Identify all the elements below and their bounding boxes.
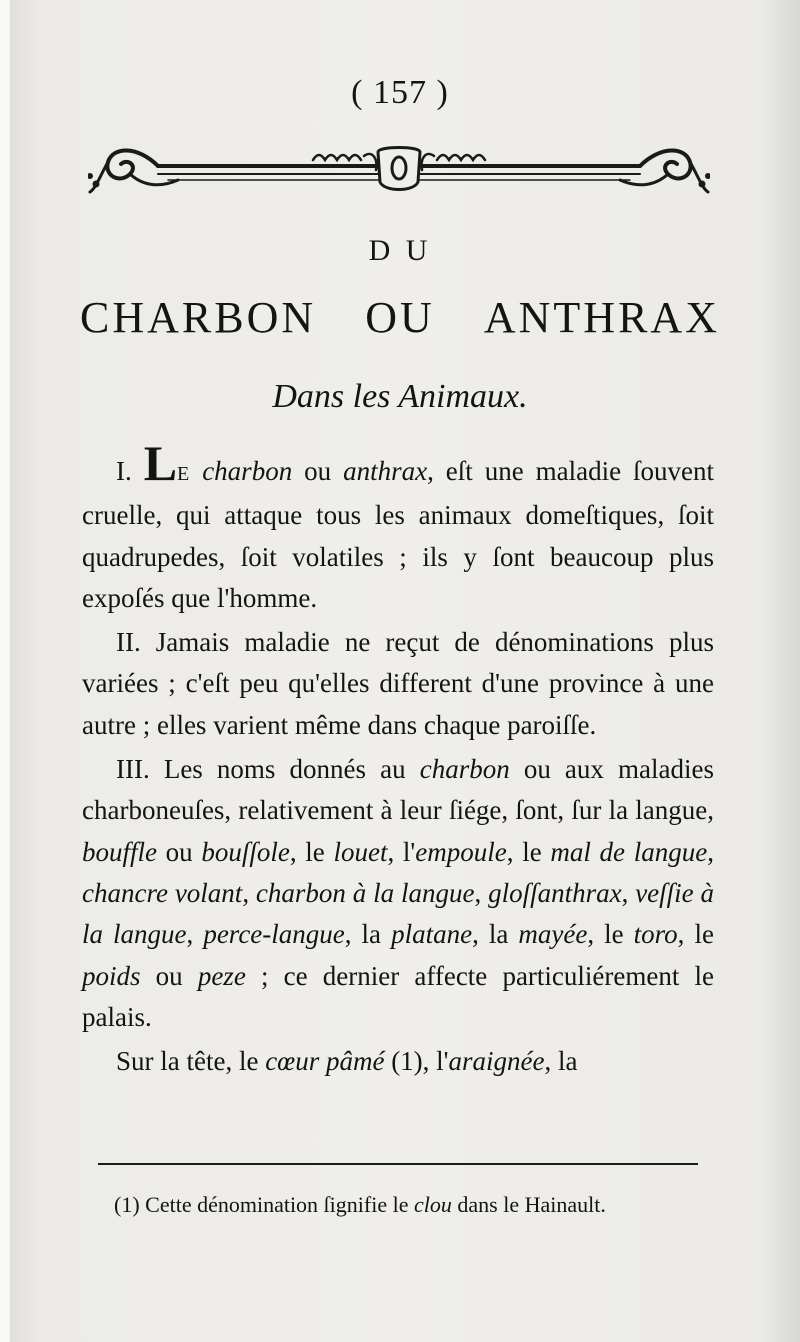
heading-du: D U [368,234,432,267]
paragraph-4: Sur la tête, le cœur pâmé (1), l'araignée, la [116,1046,578,1077]
body-text [82,435,714,1082]
drop-cap: L [143,435,178,491]
title-word: CHARBON [80,293,317,342]
title-word: ANTHRAX [483,293,720,342]
page-number: ( 157 ) [351,74,449,111]
footnote: (1) Cette dénomination ſignifie le clou dans le Hainault. [114,1192,606,1217]
headpiece-ornament [88,136,710,202]
page-edge [0,0,10,1342]
title-word: OU [365,293,435,342]
chapter-title [80,292,720,343]
paragraph-2: II. Jamais maladie ne reçut de dénominations plus variées ; c'eſt peu qu'elles different d'une province à une autre ; elles varient même dans chaque paroiſſe. [82,627,714,740]
footnote-rule [98,1163,698,1165]
paragraph-3: III. Les noms donnés au charbon ou aux maladies charboneuſes, relativement à leur ſiége, ſont, ſur la langue, bouffle ou bouſſole, le louet, l'empoule, le mal de langue, chancre volant, charbon à la langue, gloſſanthrax, veſſie à la langue, perce-langue, la platane, la mayée, le toro, le poids ou peze ; ce dernier affecte particuliérement le palais. [82,754,714,1032]
paragraph-1: I. LE charbon ou anthrax, eſt une maladie ſouvent cruelle, qui attaque tous les animaux domeſtiques, ſoit quadrupedes, ſoit volatiles ; ils y ſont beaucoup plus expoſés que l'homme. [82,435,714,613]
chapter-subtitle: Dans les Animaux. [272,378,528,415]
